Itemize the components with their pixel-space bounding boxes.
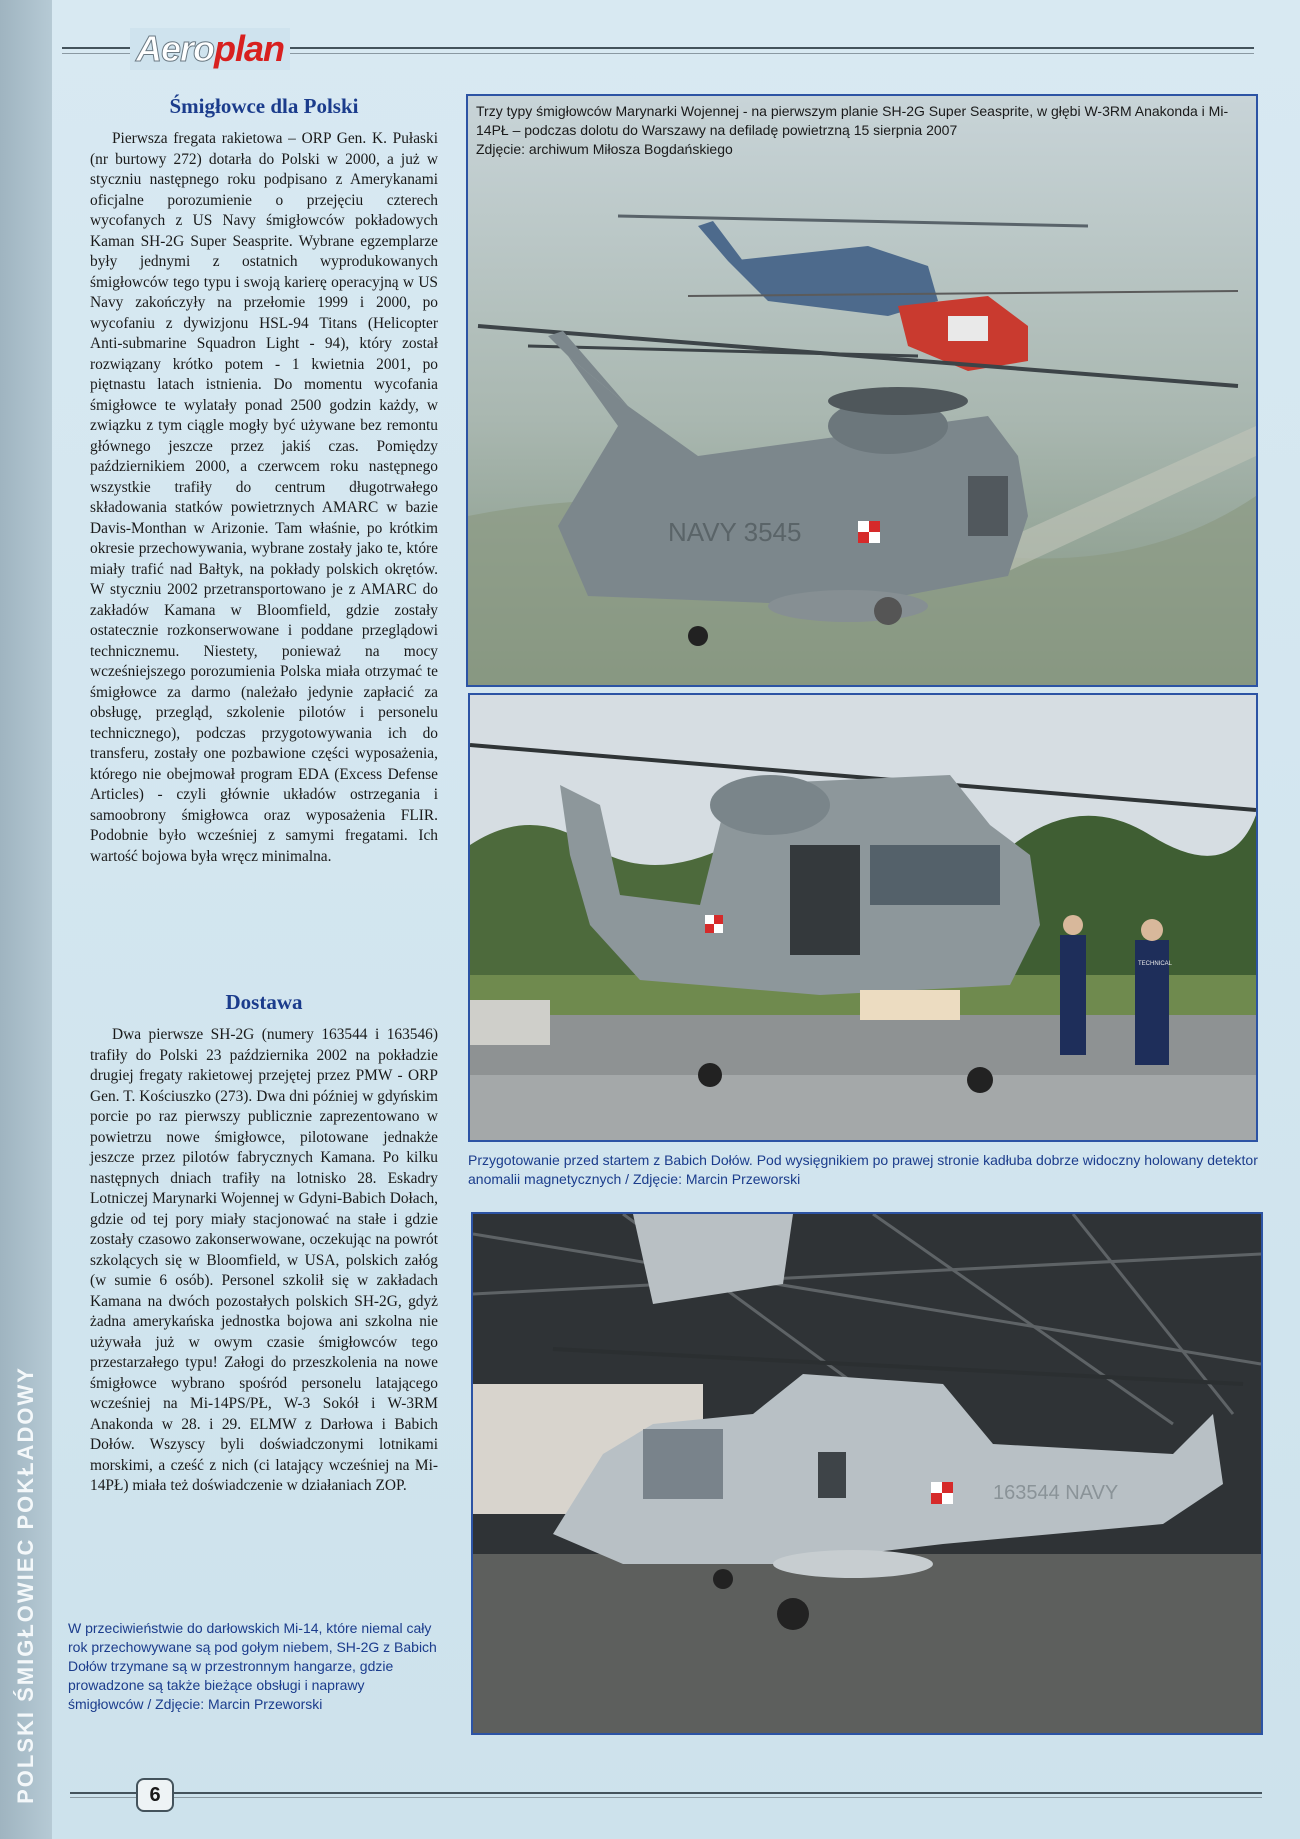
body-section-2: Dwa pierwsze SH-2G (numery 163544 i 163546) trafiły do Polski 23 października 2002 na pokładzie drugiej fregaty rakietowej przejętej przez PMW - ORP Gen. T. Kościuszko (273). Dwa dni później w gdyńskim porcie po raz pierwszy publicznie zaprezentowano w powietrzu nowe śmigłowce, pilotowane jednakże jeszcze przez pilotów fabrycznych Kamana. Po kilku następnych dniach trafiły na lotnisko 28. Eskadry Lotniczej Marynarki Wojennej w Gdyni-Babich Dołach, gdzie od tej pory miały stacjonować na stałe i gdzie zostały czasowo zakonserwowane, oczekując na powrót szkolących się w Bloomfield, w USA, polskich załóg (w sumie 6 osób). Personel szkolił się w zakładach Kamana na dwóch pozostałych polskich SH-2G, gdyż żadna amerykańska jednostka bojowa ani szkolna nie używała już w owym czasie śmigłowców tego przestarzałego typu! Załogi do przeszkolenia na nowe śmigłowce wybrano spośród personelu latającego wcześniej na Mi-14PS/PŁ, W-3 Sokół i W-3RM Anakonda w 28. i 29. ELMW z Darłowa i Babich Dołów. Wszyscy byli doświadczonymi lotnikami morskimi, a cześć z nich (ci latający wcześniej na Mi-14PŁ) miała też doświadczenie w działaniach ZOP. <box>90 1026 438 1494</box>
photo-three-helicopters <box>466 94 1258 687</box>
svg-text:NAVY 3545: NAVY 3545 <box>668 517 802 547</box>
article-column-1 <box>90 94 438 867</box>
caption-hangar: W przeciwieństwie do darłowskich Mi-14, które niemal cały rok przechowywane są pod gołym niebem, SH-2G z Babich Dołów trzymane są w przestronnym hangarze, gdzie prowadzone są także bieżące obsługi i naprawy śmigłowców / Zdjęcie: Marcin Przeworski <box>68 1620 437 1712</box>
svg-text:163544 NAVY: 163544 NAVY <box>993 1482 1119 1504</box>
ground-cart <box>470 1000 550 1045</box>
page-number: 6 <box>136 1778 174 1812</box>
heading-dostawa: Dostawa <box>225 990 303 1014</box>
magazine-logo: Aeroplan <box>130 28 290 70</box>
svg-text:TECHNICAL: TECHNICAL <box>1138 961 1173 967</box>
caption-formation: Trzy typy śmigłowców Marynarki Wojennej - na pierwszym planie SH-2G Super Seasprite, w głębi W-3RM Anakonda i Mi-14PŁ – podczas dolotu do Warszawy na defiladę powietrzną 15 sierpnia 2007 Zdjęcie: archiwum Miłosza Bogdańskiego <box>476 103 1229 157</box>
body-section-1: Pierwsza fregata rakietowa – ORP Gen. K. Pułaski (nr burtowy 272) dotarła do Polski w 2000, a już w styczniu następnego roku podpisano z Amerykanami oficjalne porozumienie o przejęciu czterech wycofanych z US Navy śmigłowców pokładowych Kaman SH-2G Super Seasprite. Wybrane egzemplarze były jednymi z ostatnich wyprodukowanych śmigłowców tego typu i swoją karierę operacyjną w US Navy zakończyły na przełomie 1999 i 2000, po wycofaniu z dywizjonu HSL-94 Titans (Helicopter Anti-submarine Squadron Light - 94), który został rozwiązany krótko potem - 1 kwietnia 2001, po piętnastu latach istnienia. Do momentu wycofania śmigłowce te wylatały ponad 2500 godzin każdy, w związku z tym ciągle mogły być używane bez remontu głównego jeszcze przez jakiś czas. Pomiędzy październikiem 2000, a czerwcem roku następnego wszystkie trafiły do centrum długotrwałego składowania statków powietrznych AMARC w bazie Davis-Monthan w Arizonie. Tam właśnie, po krótkim okresie przechowywania, wybrane zostały jako te, które miały trafić nad Bałtyk, na pokłady polskich okrętów. W styczniu 2002 przetransportowano je z AMARC do zakładów Kamana w Bloomfield, gdzie zostały ostatecznie rozkonserwowane i poddane przeglądowi technicznemu. Niestety, ponieważ na mocy wcześniejszego porozumienia Polska miała otrzymać te śmigłowce za darmo (należało jedynie zapłacić za obsługę, przegląd, szkolenie pilotów i personelu technicznego), podczas przygotowywania ich do transferu, zostały one pozbawione części wyposażenia, którego nie obejmował program EDA (Excess Defense Articles) - czyli głównie układów ostrzegania i samoobrony śmigłowca oraz wyposażenia FLIR. Podobnie było wcześniej z samymi fregatami. Ich wartość bojowa była wręcz minimalna. <box>90 130 438 865</box>
heading-smiglowce: Śmigłowce dla Polski <box>169 94 359 118</box>
article-column-2 <box>90 990 438 1497</box>
section-title: POLSKI ŚMIGŁOWIEC POKŁADOWY <box>13 1366 38 1804</box>
side-stripe <box>0 0 52 1839</box>
photo-preflight <box>468 693 1258 1142</box>
footer-rule <box>70 1792 1262 1798</box>
photo-hangar <box>471 1212 1263 1735</box>
caption-preflight: Przygotowanie przed startem z Babich Dołów. Pod wysięgnikiem po prawej stronie kadłuba dobrze widoczny holowany detektor anomalii magnetycznych / Zdjęcie: Marcin Przeworski <box>468 1152 1258 1187</box>
